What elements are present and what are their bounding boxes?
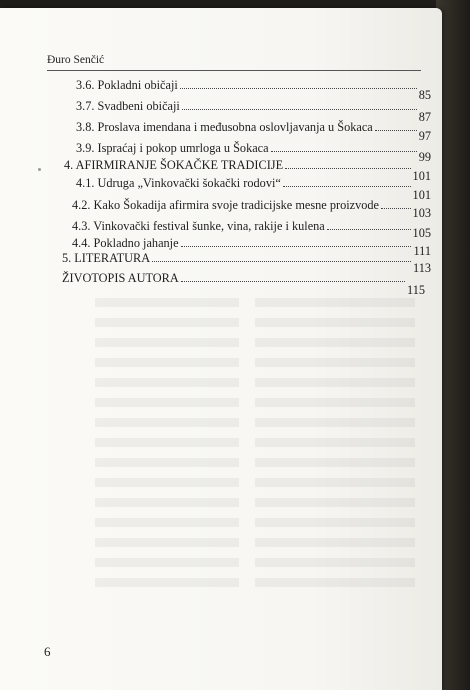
paper-speck <box>38 168 41 171</box>
header-rule <box>47 70 421 71</box>
toc-leader-dots <box>181 281 405 282</box>
toc-entry-page: 101 <box>412 188 431 202</box>
toc-entry-page: 103 <box>412 206 431 220</box>
toc-entry-label: 4.2. Kako Šokadija afirmira svoje tradicijske mesne proizvode <box>72 198 379 212</box>
toc-entry-page: 111 <box>413 244 431 258</box>
running-header-author: Đuro Senčić <box>47 54 105 66</box>
toc-leader-dots <box>327 229 411 230</box>
toc-entry <box>72 219 431 240</box>
toc-entry <box>72 198 431 220</box>
toc-entry <box>76 78 431 102</box>
show-through-line <box>95 578 415 587</box>
show-through-line <box>95 438 415 447</box>
toc-entry <box>62 251 431 275</box>
toc-entry-label: 3.9. Ispraćaj i pokop umrloga u Šokaca <box>76 141 269 155</box>
toc-entry-label: 3.6. Pokladni običaji <box>76 78 178 92</box>
toc-entry <box>76 176 431 202</box>
toc-entry <box>76 99 431 124</box>
toc-leader-dots <box>182 109 417 110</box>
toc-entry-page: 99 <box>418 150 431 164</box>
book-page <box>0 8 442 690</box>
toc-entry-page: 113 <box>413 261 431 275</box>
toc-entry-label: 4.1. Udruga „Vinkovački šokački rodovi“ <box>76 176 281 190</box>
toc-leader-dots <box>180 88 417 89</box>
page-number: 6 <box>44 644 51 659</box>
toc-entry-label: 3.8. Proslava imendana i međusobna oslovljavanja u Šokaca <box>76 120 373 134</box>
toc-entry-label: 5. LITERATURA <box>62 251 151 265</box>
toc-entry <box>62 271 425 297</box>
show-through-line <box>95 478 415 487</box>
show-through-line <box>95 378 415 387</box>
show-through-line <box>95 398 415 407</box>
toc-entry-page: 101 <box>412 169 431 183</box>
show-through-line <box>95 358 415 367</box>
toc-entry-page: 97 <box>418 129 431 143</box>
toc-entry <box>72 236 431 258</box>
show-through-line <box>95 418 415 427</box>
show-through-text <box>95 298 415 618</box>
show-through-line <box>95 558 415 567</box>
toc-leader-dots <box>375 130 417 131</box>
toc-entry <box>76 141 431 164</box>
show-through-line <box>95 338 415 347</box>
show-through-line <box>95 298 415 307</box>
show-through-line <box>95 518 415 527</box>
show-through-line <box>95 498 415 507</box>
toc-entry-label: 4. AFIRMIRANJE ŠOKAČKE TRADICIJE <box>64 158 284 172</box>
toc-leader-dots <box>181 246 412 247</box>
toc-entry-page: 115 <box>407 283 425 297</box>
toc-entry-page: 105 <box>412 226 431 240</box>
toc-leader-dots <box>285 168 410 169</box>
toc-entry-label: 3.7. Svadbeni običaji <box>76 99 180 113</box>
toc-leader-dots <box>381 208 411 209</box>
toc-entry-page: 87 <box>418 110 431 124</box>
toc-entry-label: 4.3. Vinkovački festival šunke, vina, rakije i kulena <box>72 219 325 233</box>
toc-leader-dots <box>152 261 411 262</box>
toc-entry-label: 4.4. Pokladno jahanje <box>72 236 179 250</box>
toc-leader-dots <box>271 151 417 152</box>
show-through-line <box>95 538 415 547</box>
show-through-line <box>95 458 415 467</box>
toc-entry-page: 85 <box>418 88 431 102</box>
toc-entry-label: ŽIVOTOPIS AUTORA <box>62 271 179 285</box>
toc-leader-dots <box>283 186 411 187</box>
toc-entry <box>76 120 431 143</box>
show-through-line <box>95 318 415 327</box>
